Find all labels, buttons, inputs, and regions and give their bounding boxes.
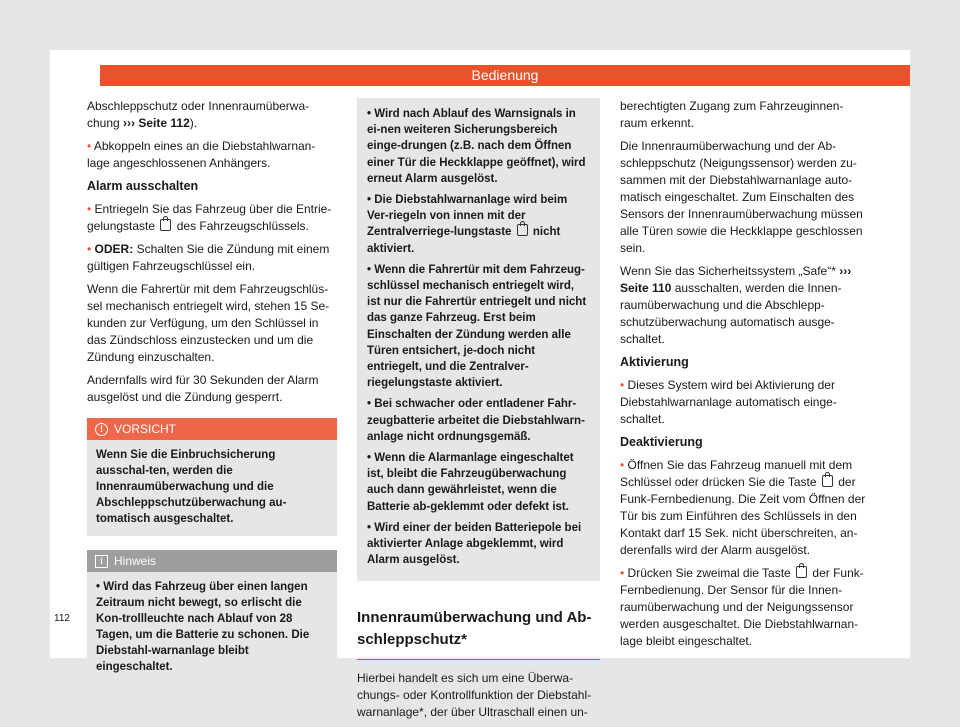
heading-activation: Aktivierung xyxy=(620,355,689,369)
page-reference-link[interactable]: ››› Seite 110 xyxy=(620,264,852,295)
caution-header: ! VORSICHT xyxy=(87,418,337,440)
paragraph: Andernfalls wird für 30 Sekunden der Alarm ausgelöst und die Zündung gesperrt. xyxy=(87,373,319,404)
note-item: • Die Diebstahlwarnanlage wird beim Ver-riegeln von innen mit der Zentralverriege-lungstaste nicht aktiviert. xyxy=(367,194,568,255)
bullet-item: • Drücken Sie zweimal die Taste der Funk-Fernbedienung. Der Sensor für die Innen-raumüberwachung und der Neigungssensor werden ausgeschaltet. Die Diebstahlwarnan-lage bleibt eingeschaltet. xyxy=(620,566,864,648)
column-middle xyxy=(357,98,600,727)
page-number: 112 xyxy=(54,613,70,624)
paragraph: Wenn die Fahrertür mit dem Fahrzeugschlüs-sel mechanisch entriegelt wird, stehen 15 Se-kunden zur Verfügung, um den Schlüssel in das Zündschloss einzustecken und um die Zündung einzuschalten. xyxy=(87,282,330,364)
bullet-item: • Abkoppeln eines an die Diebstahlwarnan-lage angeschlossenen Anhängers. xyxy=(87,139,316,170)
bullet-item: • Öffnen Sie das Fahrzeug manuell mit dem Schlüssel oder drücken Sie die Taste der Funk-Fernbedienung. Die Zeit vom Öffnen der Tür bis zum Einführen des Schlüssels in den Kontakt darf 15 Sek. nicht überschreiten, an-derenfalls wird der Alarm ausgelöst. xyxy=(620,458,866,557)
central-lock-key-icon xyxy=(517,224,528,236)
section-header: Bedienung xyxy=(100,65,910,86)
manual-page xyxy=(50,50,910,720)
heading-deactivation: Deaktivierung xyxy=(620,435,703,449)
column-right xyxy=(620,98,870,656)
note-continuation-box xyxy=(357,98,600,581)
caution-icon: ! xyxy=(95,423,108,436)
heading-alarm-off: Alarm ausschalten xyxy=(87,179,199,193)
note-item: • Wird nach Ablauf des Warnsignals in ei-nen weiteren Sicherungsbereich einge-drungen (z.B. nach dem Öffnen einer Tür die Heckklappe geöffnet), wird erneut Alarm ausgelöst. xyxy=(367,108,586,185)
note-text: • Wird das Fahrzeug über einen langen Zeitraum nicht bewegt, so erlischt die Kon-trollleuchte nach Ablauf von 28 Tagen, um die Batterie zu schonen. Die Diebstahl-warnanlage bleibt eingeschaltet. xyxy=(87,572,337,684)
paragraph: berechtigten Zugang zum Fahrzeuginnen-raum erkennt. xyxy=(620,99,844,130)
unlock-key-icon xyxy=(160,219,171,231)
note-item: • Bei schwacher oder entladener Fahr-zeugbatterie arbeitet die Diebstahlwarn-anlage nicht ordnungsgemäß. xyxy=(367,398,585,443)
note-item: • Wenn die Alarmanlage eingeschaltet ist, bleibt die Fahrzeugüberwachung auch dann gewährleistet, wenn die Batterie ab-geklemmt oder defekt ist. xyxy=(367,452,574,513)
note-header: i Hinweis xyxy=(87,550,337,572)
info-icon: i xyxy=(95,555,108,568)
paragraph: Wenn Sie das Sicherheitssystem „Safe“* ››› Seite 110 ausschalten, werden die Innen-raumüberwachung und die Abschlepp-schutzüberwachung automatisch ausge-schaltet. xyxy=(620,264,852,346)
paragraph: Die Innenraumüberwachung und der Ab-schleppschutz (Neigungssensor) werden zu-sammen mit der Diebstahlwarnanlage auto-matisch eingeschaltet. Zum Einschalten des Sensors der Innenraumüberwachung müssen alle Türen sowie die Heckklappe geschlossen sein. xyxy=(620,139,863,255)
caution-box xyxy=(87,418,337,536)
page-reference-link[interactable]: ››› Seite 112 xyxy=(123,116,190,130)
column-left xyxy=(87,98,337,684)
section-title: Innenraumüberwachung und Ab-schleppschutz* xyxy=(357,607,600,660)
note-item: • Wird einer der beiden Batteriepole bei aktivierter Anlage abgeklemmt, wird Alarm ausgelöst. xyxy=(367,521,582,567)
bullet-item: • ODER: Schalten Sie die Zündung mit einem gültigen Fahrzeugschlüssel ein. xyxy=(87,242,330,273)
unlock-key-icon xyxy=(796,566,807,578)
note-box xyxy=(87,550,337,684)
caution-text: Wenn Sie die Einbruchsicherung ausschal-ten, werden die Innenraumüberwachung und die Abschleppschutzüberwachung au-tomatisch ausgeschaltet. xyxy=(87,440,337,536)
paragraph: Abschleppschutz oder Innenraumüberwa-chung ››› Seite 112). xyxy=(87,99,310,130)
unlock-key-icon xyxy=(822,475,833,487)
bullet-item: • Dieses System wird bei Aktivierung der Diebstahlwarnanlage automatisch einge-schaltet. xyxy=(620,378,837,426)
note-item: • Wenn die Fahrertür mit dem Fahrzeug-schlüssel mechanisch entriegelt wird, ist nur die Fahrertür entriegelt und nicht das ganze Fahrzeug. Erst beim Einschalten der Zündung werden alle Türen entsichert, je-doch nicht entriegelt, und die Zentralver-riegelungstaste aktiviert. xyxy=(367,263,587,390)
bullet-item: • Entriegeln Sie das Fahrzeug über die Entrie-gelungstaste des Fahrzeugschlüssels. xyxy=(87,202,332,233)
paragraph: Hierbei handelt es sich um eine Überwa-chungs- oder Kontrollfunktion der Diebstahl-warnanlage*, der über Ultraschall einen un- xyxy=(357,671,592,720)
